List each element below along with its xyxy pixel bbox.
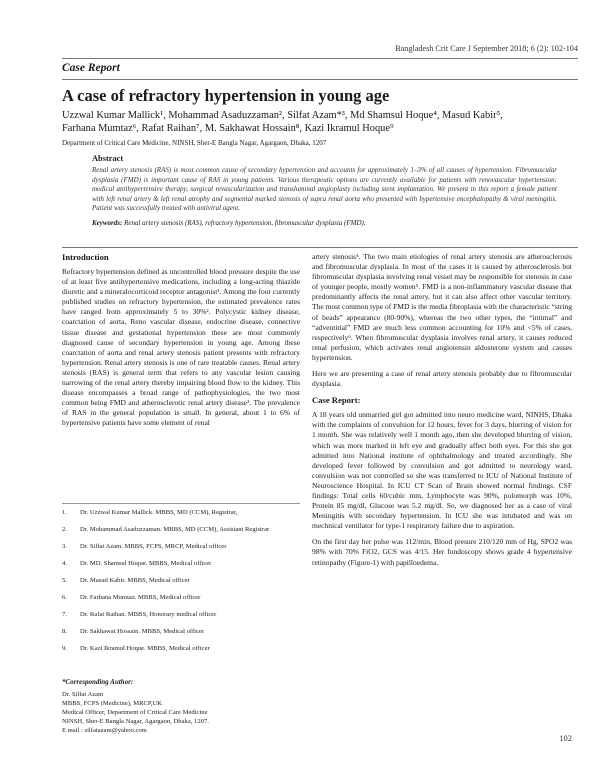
footnote-text: Dr. Kazi Ikramul Hoque. MBBS, Medical officer (80, 645, 210, 652)
footnote-text: Dr. MD. Shamsul Hoque. MBBS, Medical officer (80, 560, 212, 567)
footnote-item (62, 627, 300, 636)
author-line-2: Farhana Mumtaz⁶, Rafat Raihan⁷, M. Sakhawat Hossain⁸, Kazi Ikramul Hoque⁹ (62, 123, 394, 134)
footnote-number: 2. (62, 526, 67, 533)
keywords (92, 219, 557, 227)
section-rule (62, 79, 578, 80)
abstract-rule (62, 247, 578, 248)
footnote-number: 8. (62, 628, 67, 635)
footnote-item (62, 508, 300, 517)
footnote-number: 9. (62, 645, 67, 652)
footnote-number: 7. (62, 611, 67, 618)
corresponding-author-line: MBBS, FCPS (Medicine), MRCP,UK (62, 700, 163, 707)
footnote-number: 6. (62, 594, 67, 601)
footnote-item (62, 525, 300, 534)
footnote-text: Dr. Rafat Raihan. MBBS, Honorary medical officer (80, 611, 217, 618)
footnote-text: Dr. Uzzwal Kumar Mallick. MBBS, MD (CCM), Registrar, (80, 509, 238, 516)
journal-citation: Bangladesh Crit Care J September 2018; 6 (2): 102-104 (395, 44, 578, 53)
section-label: Case Report (62, 62, 120, 74)
footnote-item (62, 593, 300, 602)
introduction-paragraph-3: Here we are presenting a case of renal artery stenosis probably due to fibromuscular dysplasia. (312, 369, 572, 389)
author-list (62, 109, 567, 135)
footnote-text: Dr. Mohammad Asaduzzaman. MBBS, MD (CCM), Assistant Registrar (80, 526, 270, 533)
abstract-heading: Abstract (92, 154, 124, 163)
corresponding-author-line: E mail : silfatazam@yahoo.com (62, 727, 147, 734)
corresponding-author-line: Dr. Silfat Azam (62, 691, 104, 698)
article-title: A case of refractory hypertension in young age (62, 86, 390, 105)
corresponding-author-line: Medical Officer, Department of Critical Care Medicine (62, 709, 208, 716)
footnote-number: 5. (62, 577, 67, 584)
case-report-paragraph-2: On the first day her pulse was 112/min, Blood presure 210/120 mm of Hg, SPO2 was 98% with 70% FiO2, GCS was 4/15. Her fundoscopy shows grade 4 hypertensive retinopathy (Figure-1) with papilloedema. (312, 537, 572, 567)
footnote-text: Dr. Masud Kabir. MBBS, Medical officer (80, 577, 190, 584)
right-column (312, 252, 572, 574)
footnote-text: Dr. Silfat Azam. MBBS, FCPS, MRCP, Medical officer (80, 543, 227, 550)
case-report-heading: Case Report: (312, 395, 361, 406)
corresponding-author-line: NINSH, Sher-E Bangla Nagar, Agargaon, Dhaka, 1207. (62, 718, 209, 725)
page-number: 102 (559, 733, 572, 743)
keywords-text: Renal artery stenosis (RAS), refractory hypertension, fibromuscular dysplasia (FMD). (124, 218, 366, 227)
footnote-text: Dr. Sakhawat Hossain. MBBS, Medical officer (80, 628, 205, 635)
keywords-label: Keywords: (92, 218, 123, 227)
footnote-item (62, 610, 300, 619)
case-report-paragraph-1: A 18 years old unmarried girl got admitted into neuro medicine ward, NINHS, Dhaka with the complaints of convulsion for 12 hours, fever for 3 days, blurring of vision for 1 month. She was relatively well 1 month ago, then she developed blurring of vision, which was more marked in left eye and gradually affect both eyes. For this she got admitted into National institute of ophthalmology and treated accordingly. She developed fever followed by convulsion and got admitted to neurology ward, convulsion was not controlled so she was transferred to ICU of National Institute of Neuroscience Hospital. In ICU CT Scan of Brain showed normal findings. CSF findings: Total cells 60/cubic mm, Lymphocyte was 90%, polomorph was 10%, Protein 85 mg/dl, Glucose was 5.2 mg/dl. So, we diagnosed her as a case of viral Meningitis with secondary hypertension. In ICU she was intubated and was on mechnical ventilator for type-1 respiratory failure due to aspiration. (312, 410, 572, 531)
introduction-paragraph-1: Refractory hypertension defined as uncontrolled blood pressure despite the use of at least five antihypertensive medications, including a long-acting thiazide diuretic and a mineralocorticoid receptor antagonist¹. Among the four currently published studies on refractory hypertension, the estimated prevalence rates have ranged from approximately 5 to 30%². Polycystic kidney disease, coarctation of aorta, Reno vascular disease, endocrine disease, connective tissue disease and gestational hypertension these are most commonly diagnosed cause of secondary hypertension in young age. Among these coarctation of aorta and renal artery stenosis patient presents with refractory hypertension. Renal artery stenosis is one of rare treatable causes. Renal artery stenosis (RAS) is general term that refers to any vascular lesion causing narrowing of the renal artery thereby impairing blood flow to the kidney. This disease encompasses a broad range of pathophysiologies, the two most common being FMD and atherosclerotic renal artery disease³. The prevalence of RAS in the general population is small. In general, about 1 to 6% of hypertensive patients have some element of renal (62, 267, 300, 428)
footnote-item (62, 542, 300, 551)
introduction-paragraph-2: artery stenosis⁴. The two main etiologies of renal artery stenosis are atherosclerosis and fibromuscular dysplasia. In most of the cases it is caused by atherosclerosis but fibromuscular dysplasia involving renal vessel may be responsible for stenosis in case of younger people, mostly women⁵. FMD is a non-inflammatory vascular disease that predominantly affects the renal artery, but it can also affect other vascular territory. The most common type of FMD is the media fibroplasia with the characteristic “string of beads” appearance (80-90%), whereas the two other types, the “intimal” and “adventitial” FMD are much less common accounting for 10% and <5% of cases, respectively⁶. When fibromuscular dysplasia involves renal artery, it causes reduced renal perfusion, which activates renal angiotensin aldosterone system and causes hypertension. (312, 252, 572, 362)
corresponding-author-heading: *Corresponding Author: (62, 678, 134, 686)
left-column (62, 252, 300, 435)
footnote-number: 4. (62, 560, 67, 567)
abstract-text: Renal artery stenosis (RAS) is most common cause of secondary hypertension and accounts for approximately 1–3% of all causes of hypertension. Fibromuscular dysplasia (FMD) is important cause of RAS in young patients. Various therapeutic options are currently available for patients with renovascular hypertension: medical antihypertensive therapy, surgical revascularization and transluminal angioplasty including stent implantation. We present in this report a female patient with left renal artery & left renal atrophy and segmental marked stenosis of supra renal aorta who presented with hypertensive encephalopathy & viral meningitis. Patient was successfully treated with antiviral agent. (92, 166, 557, 213)
introduction-heading: Introduction (62, 252, 109, 262)
author-line-1: Uzzwal Kumar Mallick¹, Mohammad Asaduzzaman², Silfat Azam*³, Md Shamsul Hoque⁴, Masud Kabir⁵, (62, 110, 503, 121)
header-rule (62, 58, 578, 59)
footnote-number: 3. (62, 543, 67, 550)
footnote-item (62, 559, 300, 568)
footnote-text: Dr. Farhana Mumtaz. MBBS, Medical officer (80, 594, 201, 601)
author-footnotes (62, 503, 300, 661)
abstract (92, 154, 557, 227)
corresponding-author (62, 678, 300, 735)
footnote-item (62, 644, 300, 653)
footnote-item (62, 576, 300, 585)
footnote-number: 1. (62, 509, 67, 516)
affiliation: Department of Critical Care Medicine, NINSH, Sher-E Bangla Nagar, Agargaon, Dhaka, 1207 (62, 139, 327, 147)
